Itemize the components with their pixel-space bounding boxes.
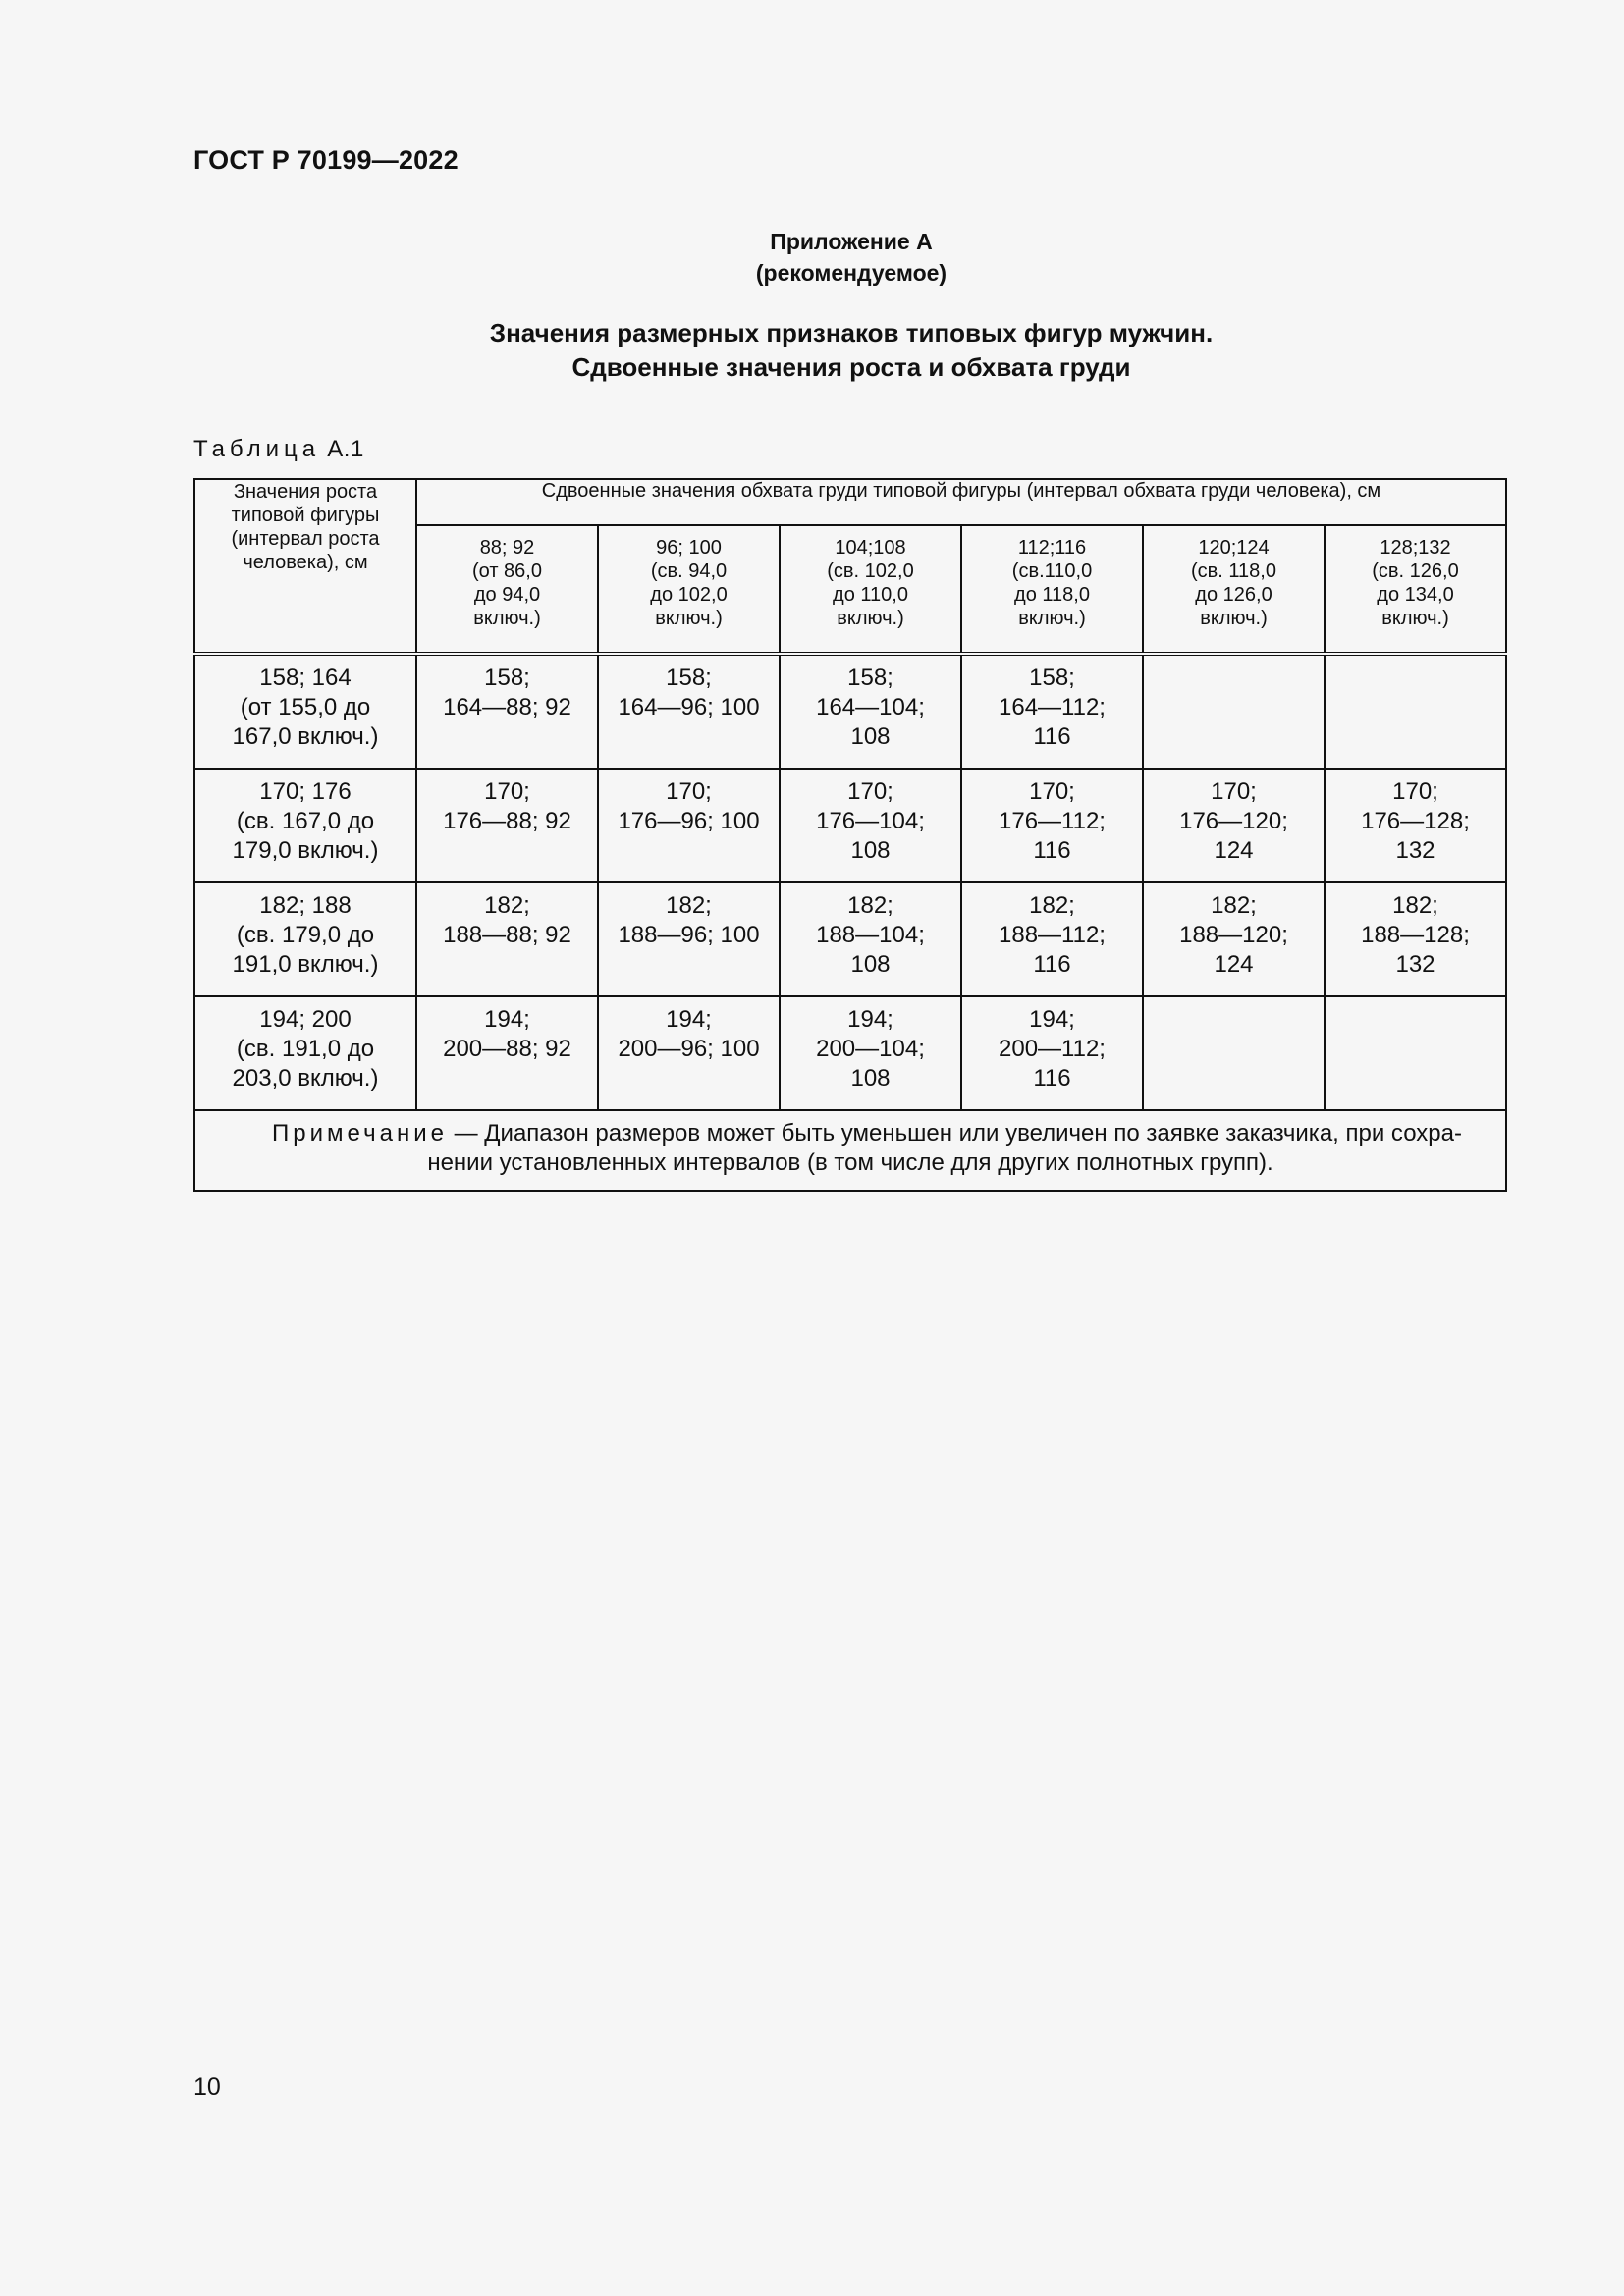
size-cell <box>598 769 780 882</box>
size-value-line: 188—128; <box>1361 922 1470 948</box>
annex-title: Приложение А <box>770 229 933 254</box>
chest-header-line: до 126,0 <box>1195 584 1272 606</box>
size-value-line: 164—96; 100 <box>618 694 760 721</box>
size-value-line: 164—104; <box>816 694 925 721</box>
size-cell <box>1325 654 1506 769</box>
size-value-line: 164—88; 92 <box>443 694 571 721</box>
size-value-line: 124 <box>1214 837 1254 864</box>
height-value-line: (св. 191,0 до <box>236 1036 375 1062</box>
height-value-line: 191,0 включ.) <box>232 951 379 978</box>
size-value-line: 176—96; 100 <box>618 808 760 834</box>
standard-code: ГОСТ Р 70199—2022 <box>193 145 459 175</box>
size-value-line: 182; <box>847 892 893 919</box>
page-number: 10 <box>193 2073 221 2101</box>
size-value-line: 170; <box>1029 778 1075 805</box>
size-value-line: 200—88; 92 <box>443 1036 571 1062</box>
size-value-line: 188—112; <box>999 922 1106 948</box>
size-value-line: 188—104; <box>816 922 925 948</box>
title-line-1: Значения размерных признаков типовых фигур мужчин. <box>489 318 1214 347</box>
size-cell <box>780 654 961 769</box>
height-header-line: типовой фигуры <box>231 505 380 526</box>
size-cell <box>961 769 1143 882</box>
chest-column-header <box>416 525 598 654</box>
table-caption-number: А.1 <box>327 436 364 462</box>
size-table-body <box>194 654 1506 1110</box>
size-cell <box>1143 996 1325 1110</box>
size-value-line: 170; <box>484 778 530 805</box>
size-cell <box>961 882 1143 996</box>
size-cell <box>780 769 961 882</box>
chest-header-line: 112;116 <box>1017 537 1087 559</box>
size-value-line: 170; <box>1392 778 1438 805</box>
size-cell <box>1143 769 1325 882</box>
size-cell <box>1325 882 1506 996</box>
size-cell <box>598 882 780 996</box>
chest-header-line: включ.) <box>1018 608 1086 629</box>
size-value-line: 108 <box>850 723 891 750</box>
size-value-line: 108 <box>850 837 891 864</box>
chest-header-line: 128;132 <box>1380 537 1451 559</box>
table-caption <box>193 436 364 463</box>
chest-header-line: до 94,0 <box>473 584 541 606</box>
height-column-header <box>194 479 416 654</box>
size-cell <box>1143 654 1325 769</box>
size-cell <box>780 882 961 996</box>
height-value-line: 182; 188 <box>259 892 352 919</box>
size-value-line: 200—96; 100 <box>618 1036 760 1062</box>
height-cell <box>194 769 416 882</box>
size-value-line: 170; <box>1211 778 1257 805</box>
chest-header-line: включ.) <box>837 608 904 629</box>
chest-column-header <box>1143 525 1325 654</box>
table-row <box>194 654 1506 769</box>
note-text-2: нении установленных интервалов (в том числе для других полнотных групп). <box>427 1149 1273 1176</box>
chest-header-line: включ.) <box>655 608 723 629</box>
height-cell <box>194 882 416 996</box>
size-cell <box>416 654 598 769</box>
chest-header-line: до 118,0 <box>1014 584 1090 606</box>
chest-column-header <box>780 525 961 654</box>
height-value-line: (св. 167,0 до <box>236 808 375 834</box>
size-cell <box>1325 996 1506 1110</box>
size-value-line: 116 <box>1033 837 1071 864</box>
note-label: Примечание <box>272 1120 448 1147</box>
height-cell <box>194 654 416 769</box>
chest-header-line: (св. 118,0 <box>1191 561 1276 582</box>
height-value-line: 170; 176 <box>259 778 352 805</box>
size-value-line: 176—128; <box>1361 808 1470 834</box>
size-value-line: 200—104; <box>816 1036 925 1062</box>
size-value-line: 182; <box>1029 892 1075 919</box>
size-value-line: 200—112; <box>999 1036 1106 1062</box>
size-value-line: 124 <box>1214 951 1254 978</box>
size-value-line: 158; <box>666 665 712 691</box>
size-value-line: 188—120; <box>1179 922 1288 948</box>
height-value-line: (от 155,0 до <box>240 694 371 721</box>
document-title <box>0 316 1624 385</box>
height-value-line: 194; 200 <box>259 1006 352 1033</box>
height-value-line: (св. 179,0 до <box>236 922 375 948</box>
size-value-line: 194; <box>847 1006 893 1033</box>
title-line-2: Сдвоенные значения роста и обхвата груди <box>571 352 1131 382</box>
size-value-line: 188—96; 100 <box>618 922 760 948</box>
size-value-line: 108 <box>850 1065 891 1092</box>
size-value-line: 182; <box>666 892 712 919</box>
size-value-line: 170; <box>847 778 893 805</box>
size-value-line: 188—88; 92 <box>443 922 571 948</box>
table-row <box>194 996 1506 1110</box>
size-cell <box>961 654 1143 769</box>
size-cell <box>780 996 961 1110</box>
size-cell <box>416 769 598 882</box>
chest-header-line: (св.110,0 <box>1011 561 1093 582</box>
height-header-line: (интервал роста <box>231 528 380 550</box>
chest-header-line: 104;108 <box>835 537 906 559</box>
chest-header-line: включ.) <box>473 608 541 629</box>
chest-header-line: (св. 126,0 <box>1372 561 1459 582</box>
size-value-line: 116 <box>1033 1065 1071 1092</box>
size-value-line: 158; <box>1029 665 1075 691</box>
size-value-line: 176—88; 92 <box>443 808 571 834</box>
height-cell <box>194 996 416 1110</box>
height-header-line: человека), см <box>243 552 368 573</box>
table-row <box>194 769 1506 882</box>
size-value-line: 182; <box>484 892 530 919</box>
chest-header-line: до 134,0 <box>1377 584 1454 606</box>
note-text-1: — Диапазон размеров может быть уменьшен или увеличен по заявке заказчика, при сохра- <box>447 1120 1462 1147</box>
size-value-line: 108 <box>850 951 891 978</box>
size-value-line: 194; <box>666 1006 712 1033</box>
size-value-line: 182; <box>1211 892 1257 919</box>
size-value-line: 176—112; <box>999 808 1106 834</box>
size-value-line: 132 <box>1395 951 1435 978</box>
chest-column-header <box>598 525 780 654</box>
chest-header-line: 96; 100 <box>656 537 722 559</box>
size-cell <box>416 882 598 996</box>
chest-header-line: включ.) <box>1200 608 1268 629</box>
size-value-line: 194; <box>1029 1006 1075 1033</box>
size-cell <box>598 654 780 769</box>
size-value-line: 176—104; <box>816 808 925 834</box>
table-row <box>194 882 1506 996</box>
annex-heading <box>0 226 1624 289</box>
chest-header-line: до 102,0 <box>650 584 728 606</box>
size-value-line: 158; <box>484 665 530 691</box>
table-caption-label: Таблица <box>193 436 321 462</box>
size-value-line: 194; <box>484 1006 530 1033</box>
chest-header-line: (от 86,0 <box>472 561 542 582</box>
height-value-line: 158; 164 <box>259 665 352 691</box>
size-value-line: 132 <box>1395 837 1435 864</box>
size-value-line: 164—112; <box>999 694 1106 721</box>
annex-status: (рекомендуемое) <box>755 260 947 286</box>
table-note <box>194 1110 1506 1191</box>
chest-header-line: 120;124 <box>1198 537 1270 559</box>
size-cell <box>1143 882 1325 996</box>
chest-header-line: 88; 92 <box>479 537 535 559</box>
chest-header-line: включ.) <box>1381 608 1449 629</box>
chest-column-header <box>1325 525 1506 654</box>
size-table <box>193 478 1507 1192</box>
size-value-line: 176—120; <box>1179 808 1288 834</box>
size-value-line: 116 <box>1033 723 1071 750</box>
size-value-line: 182; <box>1392 892 1438 919</box>
height-value-line: 167,0 включ.) <box>232 723 379 750</box>
height-value-line: 203,0 включ.) <box>232 1065 379 1092</box>
chest-group-header: Сдвоенные значения обхвата груди типовой фигуры (интервал обхвата груди человека), см <box>416 479 1506 525</box>
size-cell <box>961 996 1143 1110</box>
size-cell <box>416 996 598 1110</box>
size-value-line: 158; <box>847 665 893 691</box>
size-cell <box>1325 769 1506 882</box>
height-header-line: Значения роста <box>233 481 378 503</box>
height-value-line: 179,0 включ.) <box>232 837 379 864</box>
size-value-line: 116 <box>1033 951 1071 978</box>
size-cell <box>598 996 780 1110</box>
chest-header-line: до 110,0 <box>833 584 908 606</box>
chest-header-line: (св. 94,0 <box>650 561 728 582</box>
chest-header-line: (св. 102,0 <box>827 561 914 582</box>
chest-column-header <box>961 525 1143 654</box>
size-value-line: 170; <box>666 778 712 805</box>
